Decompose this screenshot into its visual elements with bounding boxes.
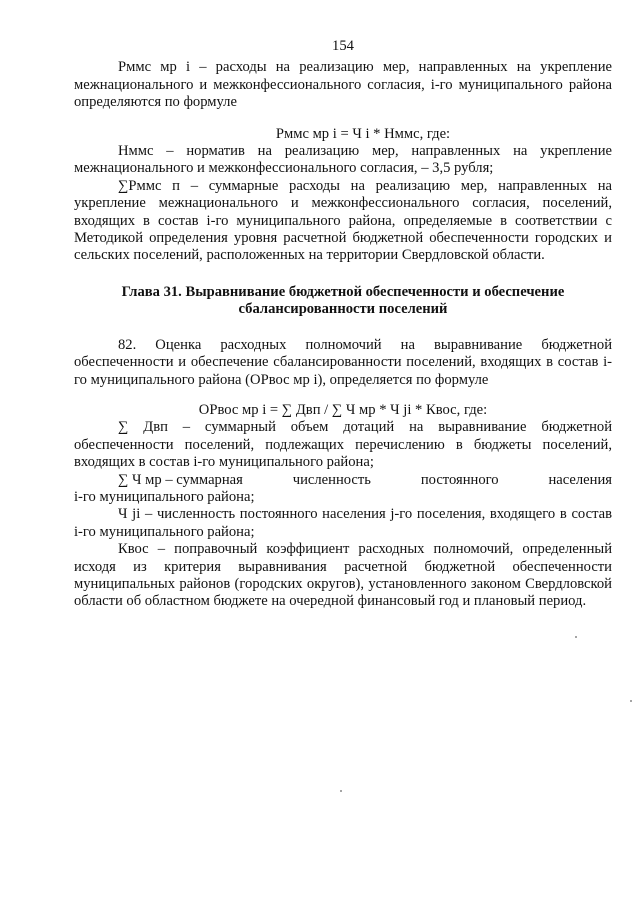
sum-ch-mr-word-3: постоянного [420, 471, 499, 488]
chapter-heading: Глава 31. Выравнивание бюджетной обеспеченности и обеспечение сбалансированности поселений [121, 283, 565, 318]
scan-speck [630, 700, 632, 702]
scan-speck [340, 790, 342, 792]
paragraph-sum-rmms-definition: ∑Рммс п – суммарные расходы на реализацию мер, направленных на укрепление межнационального и межконфессионального согласия, поселений, входящих в состав i-го муниципального района, определяемые в соответствии с Методикой определения уровня расчетной бюджетной обеспеченности городских и сельских поселений, расположенных на территории Свердловской области. [74, 177, 612, 264]
sum-ch-mr-word-1: ∑ Ч мр – суммарная [118, 471, 243, 488]
paragraph-kvos-definition: Квос – поправочный коэффициент расходных полномочий, определенный исходя из критерия выравнивания расчетной бюджетной обеспеченности муниципальных районов (городских округов), установленного законом Свердловской области об областном бюджете на очередной финансовый год и плановый период. [74, 541, 612, 610]
sum-ch-mr-word-4: населения [548, 471, 612, 488]
scan-speck [575, 636, 577, 638]
paragraph-sum-dvp-definition: ∑ Двп – суммарный объем дотаций на выравнивание бюджетной обеспеченности поселений, подлежащих перечислению в бюджеты поселений, входящих в состав i-го муниципального района; [74, 419, 612, 471]
formula-orvos: ОРвос мр i = ∑ Двп / ∑ Ч мр * Ч ji * Квос, где: [198, 401, 488, 418]
page-number: 154 [332, 38, 354, 54]
formula-rmms: Рммс мр i = Ч i * Нммс, где: [275, 125, 451, 142]
paragraph-ch-ji-definition: Ч ji – численность постоянного населения j-го поселения, входящего в состав i-го муниципального района; [74, 506, 612, 540]
document-page [74, 38, 612, 611]
paragraph-sum-ch-mr-first-line [74, 472, 612, 489]
paragraph-rmms-definition: Рммс мр i – расходы на реализацию мер, направленных на укрепление межнационального и межконфессионального согласия, i-го муниципального района определяются по формуле [74, 59, 612, 111]
paragraph-sum-ch-mr-tail: i-го муниципального района; [74, 488, 255, 505]
paragraph-nmms-definition: Нммс – норматив на реализацию мер, направленных на укрепление межнационального и межконфессионального согласия, – 3,5 рубля; [74, 143, 612, 177]
sum-ch-mr-word-2: численность [292, 471, 371, 488]
paragraph-82: 82. Оценка расходных полномочий на выравнивание бюджетной обеспеченности и обеспечение сбалансированности поселений, входящих в состав i-го муниципального района (ОРвос мр i), определяется по формуле [74, 336, 612, 388]
